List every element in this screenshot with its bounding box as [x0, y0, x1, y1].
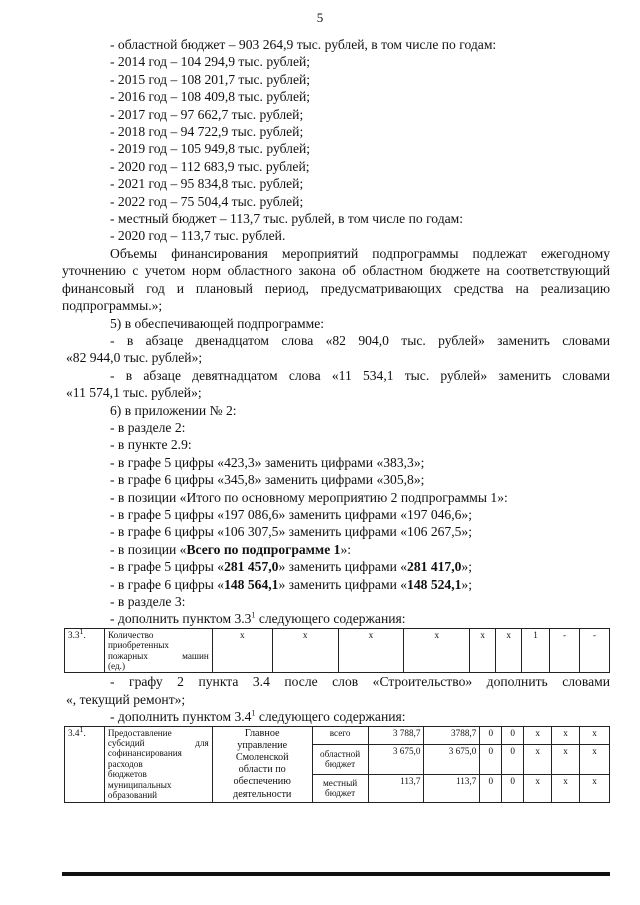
table-row: [65, 628, 610, 673]
row-executor: Главное управление Смоленской области по обеспечению деятельности: [212, 726, 312, 802]
table-cell: 113,7: [424, 774, 480, 802]
table-cell: x: [579, 726, 609, 744]
row-number: $3.4^1$.: [65, 726, 105, 802]
table-cell: x: [579, 774, 609, 802]
table-point-3-4: [64, 726, 610, 803]
table-cell: x: [524, 744, 552, 774]
funding-source: всего: [312, 726, 368, 744]
budget-list: [62, 36, 610, 245]
budget-line: - 2016 год – 108 409,8 тыс. рублей;: [110, 89, 311, 105]
item-6-line: - в графе 6 цифры «345,8» заменить цифрами «305,8»;: [110, 472, 425, 488]
table-cell: x: [552, 774, 580, 802]
budget-line: - 2015 год – 108 201,7 тыс. рублей;: [110, 71, 311, 87]
table-cell: 1: [522, 628, 550, 673]
item-6-line: - в разделе 2:: [110, 419, 186, 435]
budget-line: - 2020 год – 113,7 тыс. рублей.: [110, 228, 286, 244]
table-cell: 0: [480, 726, 502, 744]
item-5a-line2: «82 944,0 тыс. рублей»;: [66, 350, 203, 366]
table-cell: x: [470, 628, 496, 673]
item-6-heading: 6) в приложении № 2:: [110, 402, 237, 418]
total-graph5-line: - в графе 5 цифры «281 457,0» заменить цифрами «281 417,0»;: [110, 559, 472, 575]
funding-source: областной бюджет: [312, 744, 368, 774]
budget-line: - 2019 год – 105 949,8 тыс. рублей;: [110, 141, 311, 157]
table-cell: x: [338, 628, 404, 673]
row-name: Предоставление субсидий для софинансирования расходов бюджетов муниципальных образований: [104, 726, 212, 802]
table-cell: x: [404, 628, 470, 673]
table-row: [65, 726, 610, 744]
table-cell: 0: [502, 726, 524, 744]
table-cell: 3 788,7: [368, 726, 424, 744]
table-cell: 113,7: [368, 774, 424, 802]
document-body: [62, 36, 610, 803]
row-number: $3.3^1$.: [65, 628, 105, 673]
graph-2-line2: «, текущий ремонт»;: [66, 691, 186, 707]
total-position-line: - в позиции «Всего по подпрограмме 1»:: [110, 541, 352, 557]
table-cell: 0: [480, 774, 502, 802]
table-cell: 3788,7: [424, 726, 480, 744]
table-cell: x: [496, 628, 522, 673]
add-3-4-line: - дополнить пунктом $3.4^1$ следующего содержания:: [110, 708, 406, 725]
table-cell: x: [524, 726, 552, 744]
budget-line: - 2021 год – 95 834,8 тыс. рублей;: [110, 176, 304, 192]
item-5-heading: 5) в обеспечивающей подпрограмме:: [110, 315, 325, 331]
funding-source: местный бюджет: [312, 774, 368, 802]
add-3-3-line: - дополнить пунктом $3.3^1$ следующего содержания:: [110, 610, 406, 627]
budget-line: - 2020 год – 112 683,9 тыс. рублей;: [110, 158, 310, 174]
item-6-line: - в графе 5 цифры «423,3» заменить цифрами «383,3»;: [110, 454, 425, 470]
item-6-line: - в позиции «Итого по основному мероприятию 2 подпрограммы 1»:: [110, 489, 508, 505]
table-cell: 0: [502, 774, 524, 802]
budget-line: - 2017 год – 97 662,7 тыс. рублей;: [110, 106, 304, 122]
item-6-line: - в графе 5 цифры «197 086,6» заменить цифрами «197 046,6»;: [110, 506, 472, 522]
table-cell: x: [272, 628, 338, 673]
table-cell: 0: [480, 744, 502, 774]
budget-line: - 2014 год – 104 294,9 тыс. рублей;: [110, 54, 311, 70]
table-cell: x: [552, 726, 580, 744]
table-cell: x: [552, 744, 580, 774]
financing-paragraph: Объемы финансирования мероприятий подпрограммы подлежат ежегодному уточнению с учетом норм областного закона об областном бюджете на соответствующий финансовый год и плановый период, предусматривающих средства на реализацию подпрограммы.»;: [62, 245, 610, 314]
table-cell: 3 675,0: [424, 744, 480, 774]
table-point-3-3: [64, 628, 610, 674]
table-cell: x: [212, 628, 272, 673]
item-5a-line1: - в абзаце двенадцатом слова «82 904,0 тыс. рублей» заменить словами: [110, 332, 610, 348]
total-graph6-line: - в графе 6 цифры «148 564,1» заменить цифрами «148 524,1»;: [110, 576, 472, 592]
item-5b-line2: «11 574,1 тыс. рублей»;: [66, 385, 202, 401]
row-name: Количество приобретенных пожарных машин (ед.): [104, 628, 212, 673]
budget-line: - местный бюджет – 113,7 тыс. рублей, в том числе по годам:: [110, 211, 464, 227]
footer-rule: [62, 872, 610, 876]
page-number: 5: [316, 10, 324, 25]
graph-2-line1: - графу 2 пункта 3.4 после слов «Строительство» дополнить словами: [110, 674, 610, 690]
section-3-line: - в разделе 3:: [110, 594, 186, 609]
item-6-list: [62, 419, 610, 628]
item-6-line: - в графе 6 цифры «106 307,5» заменить цифрами «106 267,5»;: [110, 524, 472, 540]
budget-line: - областной бюджет – 903 264,9 тыс. рублей, в том числе по годам:: [110, 37, 497, 52]
item-5b-line1: - в абзаце девятнадцатом слова «11 534,1 тыс. рублей» заменить словами: [110, 367, 610, 383]
item-6-line: - в пункте 2.9:: [110, 437, 192, 453]
table-cell: -: [550, 628, 580, 673]
budget-line: - 2022 год – 75 504,4 тыс. рублей;: [110, 193, 304, 209]
table-cell: 3 675,0: [368, 744, 424, 774]
table-cell: x: [524, 774, 552, 802]
budget-line: - 2018 год – 94 722,9 тыс. рублей;: [110, 124, 304, 140]
table-cell: -: [580, 628, 610, 673]
table-cell: x: [579, 744, 609, 774]
table-cell: 0: [502, 744, 524, 774]
